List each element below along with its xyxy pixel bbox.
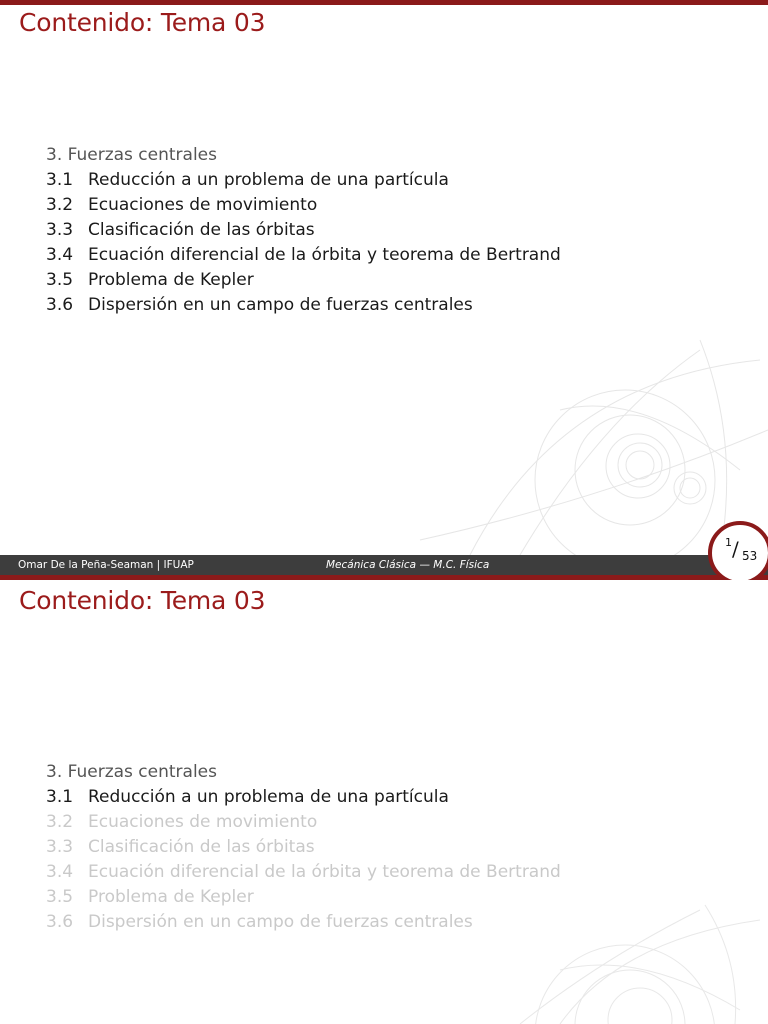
toc-item-label: Ecuaciones de movimiento: [88, 195, 318, 215]
toc-item-number: 3.3: [46, 837, 74, 857]
page-current: 1: [725, 536, 732, 549]
toc-item-3-3[interactable]: [46, 218, 561, 243]
toc-item-3-1[interactable]: [46, 168, 561, 193]
toc-item-label: Problema de Kepler: [88, 887, 254, 907]
toc-item-number: 3.3: [46, 220, 74, 240]
toc-item-3-4[interactable]: [46, 243, 561, 268]
top-accent-bar: [0, 0, 768, 5]
toc-item-number: 3.1: [46, 170, 74, 190]
toc-item-label: Problema de Kepler: [88, 270, 254, 290]
toc-section-heading: 3. Fuerzas centrales: [46, 145, 217, 165]
toc-item-label: Dispersión en un campo de fuerzas centrales: [88, 295, 473, 315]
toc-section-heading: 3. Fuerzas centrales: [46, 762, 217, 782]
toc-item-3-5[interactable]: [46, 885, 561, 910]
toc-item-label: Reducción a un problema de una partícula: [88, 170, 449, 190]
toc-item-label: Ecuación diferencial de la órbita y teorema de Bertrand: [88, 862, 561, 882]
table-of-contents: [46, 143, 561, 318]
toc-item-number: 3.6: [46, 295, 74, 315]
toc-item-3-4[interactable]: [46, 860, 561, 885]
toc-item-label: Clasificación de las órbitas: [88, 837, 315, 857]
toc-item-3-6[interactable]: [46, 910, 561, 935]
toc-item-3-5[interactable]: [46, 268, 561, 293]
slide-footer: [0, 555, 768, 575]
toc-item-number: 3.5: [46, 887, 74, 907]
toc-item-3-2[interactable]: [46, 193, 561, 218]
toc-item-label: Ecuación diferencial de la órbita y teorema de Bertrand: [88, 245, 561, 265]
page-separator: /: [732, 537, 739, 561]
table-of-contents: [46, 760, 561, 935]
toc-item-number: 3.5: [46, 270, 74, 290]
page-number-badge: [708, 521, 768, 580]
toc-item-label: Dispersión en un campo de fuerzas centrales: [88, 912, 473, 932]
toc-item-3-1-current[interactable]: [46, 785, 561, 810]
toc-item-3-3[interactable]: [46, 835, 561, 860]
slide-2: [0, 580, 768, 1024]
footer-course-title: Mecánica Clásica — M.C. Física: [326, 559, 490, 571]
toc-item-number: 3.2: [46, 812, 74, 832]
toc-item-3-2[interactable]: [46, 810, 561, 835]
toc-item-number: 3.1: [46, 787, 74, 807]
toc-item-label: Clasificación de las órbitas: [88, 220, 315, 240]
toc-item-number: 3.2: [46, 195, 74, 215]
toc-item-number: 3.6: [46, 912, 74, 932]
toc-item-label: Reducción a un problema de una partícula: [88, 787, 449, 807]
toc-item-label: Ecuaciones de movimiento: [88, 812, 318, 832]
toc-item-3-6[interactable]: [46, 293, 561, 318]
slide-title: Contenido: Tema 03: [19, 8, 266, 37]
footer-author: Omar De la Peña-Seaman | IFUAP: [18, 559, 194, 571]
slide-title: Contenido: Tema 03: [19, 586, 266, 615]
toc-item-number: 3.4: [46, 245, 74, 265]
page-total: 53: [742, 549, 758, 563]
toc-item-number: 3.4: [46, 862, 74, 882]
